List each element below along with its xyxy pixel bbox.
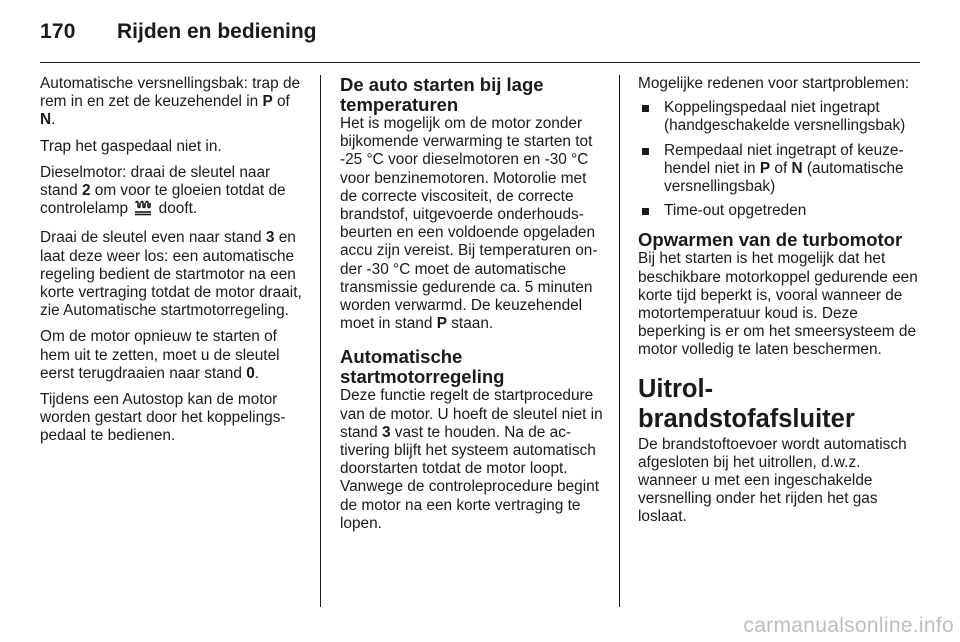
- paragraph: [40, 328, 304, 383]
- glow-plug-icon: [134, 200, 152, 221]
- text: Het is mogelijk om de motor zonder bijkomende verwarming te starten tot -25 °C voor dieselmotoren en -30 °C voor benzinemotoren. Motorolie met de correcte viscositeit, de correcte brandstof, uitgevoerde onderhoudsbeurten en een voldoende opgeladen accu zijn vereist. Bij temperaturen onder -30 °C moet de automatische transmissie gedurende ca. 5 minuten worden verwarmd. De keuzehendel moet in stand: [340, 115, 598, 333]
- paragraph: [40, 75, 304, 130]
- key-position: 3: [265, 229, 275, 247]
- paragraph: Mogelijke redenen voor startproblemen:: [638, 75, 910, 92]
- section-heading: Opwarmen van de turbomotor: [638, 229, 903, 251]
- reason-list: [638, 99, 920, 220]
- watermark: carmanualsonline.info: [743, 614, 954, 637]
- page-header: [40, 18, 920, 58]
- text: of: [272, 93, 290, 111]
- text: of: [770, 159, 792, 177]
- square-bullet-icon: [642, 148, 649, 155]
- text: om voor te gloeien totdat de controlelamp: [40, 182, 286, 218]
- paragraph: De brandstoftoevoer wordt automatisch afgesloten bij het uitrollen, d.w.z. wanneer u met een ingeschakelde versnelling onder het rijden het gas loslaat.: [638, 435, 907, 526]
- column-2: [340, 75, 604, 541]
- text: staan.: [446, 315, 494, 333]
- text: .: [51, 111, 56, 129]
- text: Om de motor opnieuw te starten of hem uit te zetten, moet u de sleutel eerst terugdraaien naar stand: [40, 328, 280, 382]
- list-item: [638, 99, 920, 135]
- key-position: 3: [381, 423, 391, 441]
- gear-n: N: [40, 111, 52, 129]
- text: Dieselmotor: draai de sleutel naar stand: [40, 163, 271, 200]
- list-item: [638, 202, 920, 220]
- column-3: [638, 75, 920, 535]
- paragraph: [340, 387, 604, 533]
- square-bullet-icon: [642, 105, 649, 112]
- text: Draai de sleutel even naar stand: [40, 229, 266, 247]
- key-position: 0: [246, 364, 255, 382]
- text: Automatische versnellingsbak: trap de rem in en zet de keuzehendel in: [40, 75, 301, 111]
- text: Time-out opgetreden: [664, 202, 807, 220]
- text: vast te houden. Na de activering blijft het systeem automatisch doorstarten totdat de motor loopt. Vanwege de controleprocedure begint de motor na een korte vertraging te lopen.: [340, 423, 599, 532]
- text: .: [254, 364, 260, 382]
- page-number: 170: [40, 20, 76, 43]
- paragraph: [40, 164, 304, 222]
- header-rule: [40, 62, 920, 63]
- chapter-heading: Uitrol-brandstofafsluiter: [638, 374, 855, 433]
- column-divider: [619, 75, 620, 607]
- paragraph: [40, 229, 304, 320]
- paragraph: Bij het starten is het mogelijk dat het beschikbare motorkoppel gedurende een korte tijd beperkt is, vooral wanneer de motortemperatuur koud is. Deze beperking is er om het smeersysteem de motor volledig te laten beschermen.: [638, 250, 918, 359]
- text: en laat deze weer los: een automatische regeling bedient de startmotor na een korte vertraging totdat de motor draait, zie Automatische startmotorregeling.: [40, 229, 302, 320]
- key-position: 2: [81, 182, 91, 200]
- column-divider: [320, 75, 321, 607]
- section-heading: Automatische startmotorregeling: [340, 346, 505, 388]
- text: (automatische versnellingsbak): [664, 159, 904, 196]
- text: Deze functie regelt de startprocedure van de motor. U hoeft de sleutel niet in stand: [340, 387, 603, 441]
- gear-n: N: [791, 159, 803, 177]
- gear-p: P: [262, 93, 273, 111]
- paragraph: Tijdens een Autostop kan de motor worden gestart door het koppelingspedaal te bedienen.: [40, 391, 286, 445]
- text: dooft.: [154, 200, 198, 218]
- paragraph: Trap het gaspedaal niet in.: [40, 137, 222, 155]
- list-item: [638, 142, 920, 197]
- gear-p: P: [436, 315, 447, 333]
- page-title: Rijden en bediening: [117, 20, 317, 43]
- column-1: [40, 75, 304, 454]
- gear-p: P: [759, 159, 771, 177]
- section-heading: De auto starten bij lage temperaturen: [340, 74, 544, 115]
- square-bullet-icon: [642, 208, 649, 215]
- text: Koppelingspedaal niet ingetrapt (handgeschakelde versnellingsbak): [664, 99, 906, 135]
- paragraph: [340, 115, 604, 333]
- text: Rempedaal niet ingetrapt of keuzehendel niet in: [664, 141, 904, 177]
